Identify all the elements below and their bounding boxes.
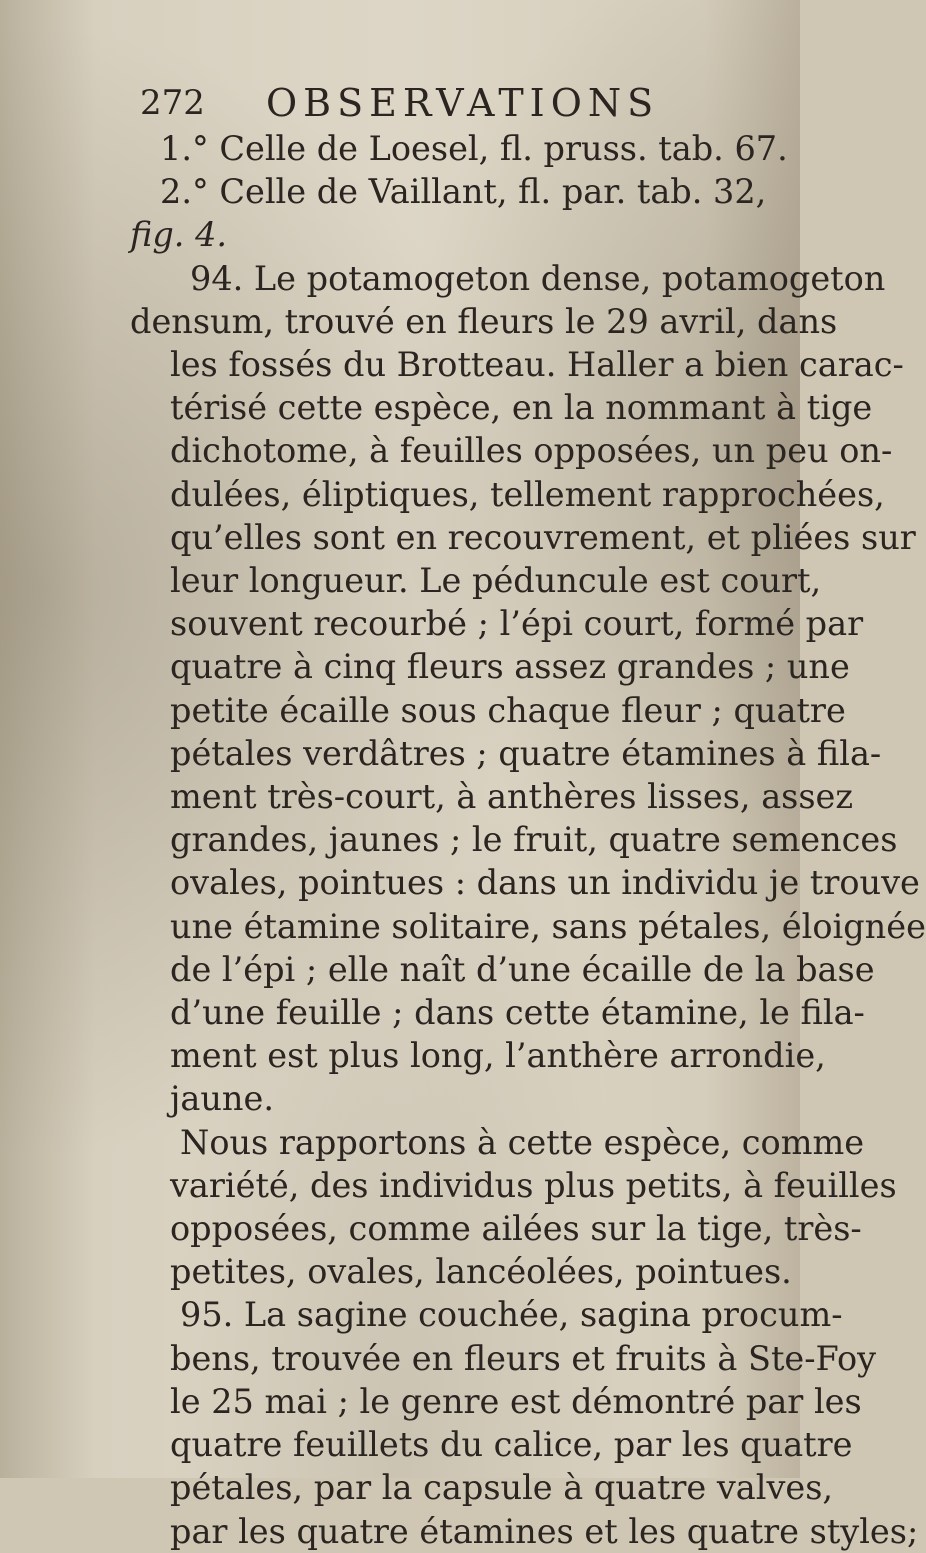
text-line: ovales, pointues : dans un individu je trouve: [170, 863, 920, 903]
text-line: pétales verdâtres ; quatre étamines à fila-: [170, 733, 882, 773]
text-line: une étamine solitaire, sans pétales, éloignée: [170, 906, 926, 946]
page-number: 272: [140, 83, 205, 123]
text-line: 1.° Celle de Loesel, fl. pruss. tab. 67.: [160, 129, 788, 168]
text-line: bens, trouvée en fleurs et fruits à Ste-Foy: [170, 1338, 877, 1378]
text-line: le 25 mai ; le genre est démontré par les: [170, 1381, 862, 1421]
text-line: les fossés du Brotteau. Haller a bien carac-: [170, 345, 904, 385]
text-line: quatre feuillets du calice, par les quatre: [170, 1425, 853, 1465]
text-line: leur longueur. Le péduncule est court,: [170, 561, 822, 601]
text-line: opposées, comme ailées sur la tige, très-: [170, 1209, 862, 1249]
text-line: 94. Le potamogeton dense, potamogeton: [190, 258, 886, 298]
text-line: 2.° Celle de Vaillant, fl. par. tab. 32,: [160, 172, 767, 212]
text-line: densum, trouvé en fleurs le 29 avril, dans: [130, 301, 838, 341]
text-line: grandes, jaunes ; le fruit, quatre semences: [170, 820, 898, 860]
text-line: térisé cette espèce, en la nommant à tige: [170, 388, 873, 428]
text-line: fig. 4.: [130, 215, 228, 255]
text-line: 95. La sagine couchée, sagina procum-: [180, 1295, 843, 1335]
text-line: variété, des individus plus petits, à feuilles: [170, 1165, 897, 1205]
text-line: quatre à cinq fleurs assez grandes ; une: [170, 647, 850, 687]
text-line: dichotome, à feuilles opposées, un peu on-: [170, 431, 893, 471]
text-line: ment très-court, à anthères lisses, assez: [170, 777, 854, 817]
text-line: pétales, par la capsule à quatre valves,: [170, 1468, 834, 1508]
text-line: d’une feuille ; dans cette étamine, le fila-: [170, 993, 865, 1033]
text-line: jaune.: [170, 1079, 274, 1119]
text-line: dulées, éliptiques, tellement rapprochées,: [170, 474, 885, 514]
text-line: souvent recourbé ; l’épi court, formé par: [170, 604, 864, 644]
text-line: Nous rapportons à cette espèce, comme: [180, 1122, 865, 1162]
running-title: OBSERVATIONS: [266, 81, 660, 125]
page-text: [130, 81, 926, 1553]
text-line: qu’elles sont en recouvrement, et pliées sur: [170, 517, 916, 557]
text-line: de l’épi ; elle naît d’une écaille de la base: [170, 949, 875, 989]
text-line: par les quatre étamines et les quatre styles;: [170, 1511, 919, 1551]
text-line: petite écaille sous chaque fleur ; quatre: [170, 690, 846, 730]
text-line: petites, ovales, lancéolées, pointues.: [170, 1252, 792, 1292]
text-line: ment est plus long, l’anthère arrondie,: [170, 1036, 826, 1076]
running-header: [130, 82, 770, 127]
